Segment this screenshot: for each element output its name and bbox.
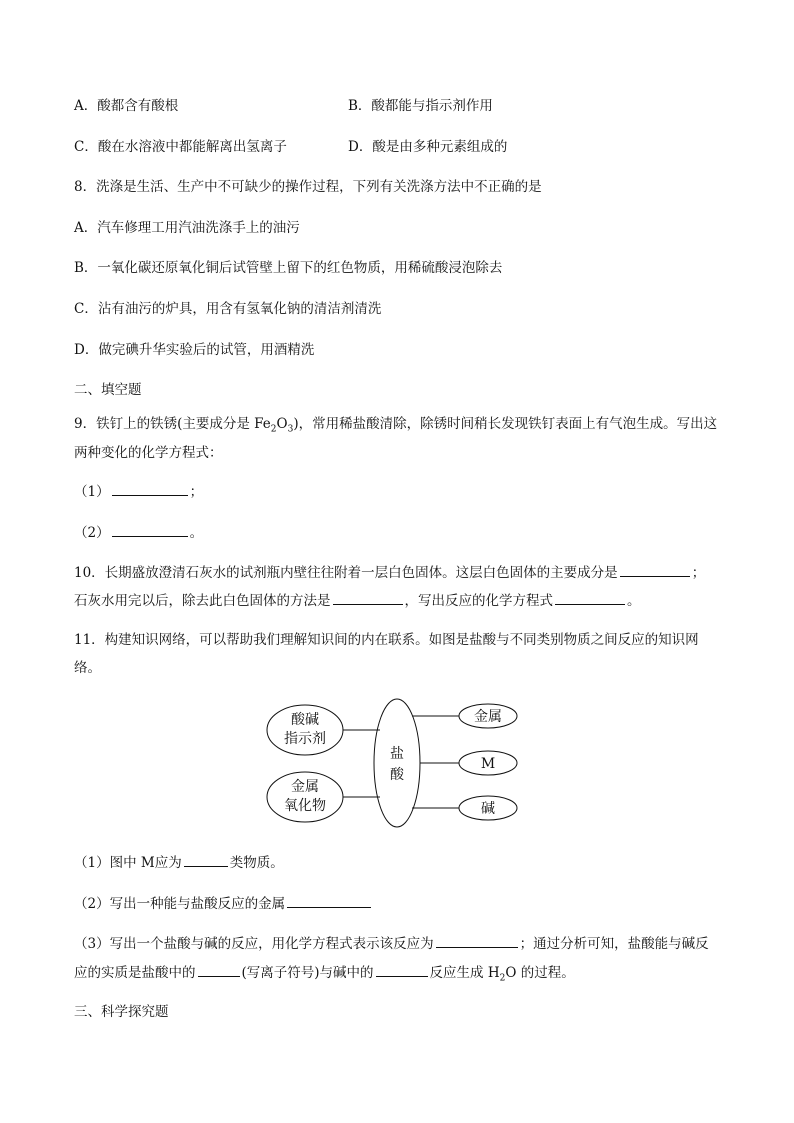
- metal-node: [459, 704, 517, 728]
- answer-blank[interactable]: [184, 852, 228, 867]
- q8-option-a: A．汽车修理工用汽油洗涤手上的油污: [74, 220, 300, 236]
- answer-blank[interactable]: [333, 590, 403, 605]
- section-fill-in-title: 二、填空题: [74, 382, 142, 398]
- q7-option-c: C．酸在水溶液中都能解离出氢离子: [74, 139, 287, 155]
- q11-sub1: [74, 852, 284, 873]
- indicator-node: [267, 705, 343, 755]
- subscript: 3: [287, 424, 294, 435]
- m-label: M: [480, 756, 496, 772]
- q10-text: ，写出反应的化学方程式: [404, 593, 553, 609]
- q11-stem-line2: 络。: [74, 660, 101, 676]
- subscript: 2: [499, 973, 506, 984]
- q9-part1-label: （1）: [74, 484, 110, 500]
- answer-blank[interactable]: [198, 962, 240, 977]
- indicator-label-1: 酸碱: [291, 712, 319, 728]
- metal-oxide-label-1: 金属: [291, 779, 319, 795]
- answer-blank[interactable]: [112, 522, 188, 537]
- q11-stem-line1: 11．构建知识网络，可以帮助我们理解知识间的内在联系。如图是盐酸与不同类别物质之间反应的知识网: [74, 632, 699, 648]
- metal-label: 金属: [474, 709, 502, 725]
- answer-blank[interactable]: [112, 481, 188, 496]
- q11-text: 应的实质是盐酸中的: [74, 965, 196, 981]
- q7-option-a: A．酸都含有酸根: [74, 98, 179, 114]
- q11-text: （1）图中 M应为: [74, 855, 182, 871]
- punct: ；: [189, 484, 204, 500]
- q9-part2: [74, 522, 203, 543]
- punct: 。: [627, 593, 641, 609]
- q11-text: O 的过程。: [505, 965, 575, 981]
- q10-line2: [74, 590, 641, 611]
- q8-option-c: C．沾有油污的炉具，用含有氢氧化钠的清洁剂清洗: [74, 301, 382, 317]
- metal-oxide-label-2: 氧化物: [284, 798, 326, 814]
- q10-line1: [74, 562, 705, 583]
- q11-text: 反应生成 H: [429, 965, 500, 981]
- q8-option-b: B．一氧化碳还原氧化铜后试管壁上留下的红色物质，用稀硫酸浸泡除去: [74, 260, 503, 276]
- answer-blank[interactable]: [436, 933, 518, 948]
- answer-blank[interactable]: [287, 893, 371, 908]
- q11-text: （3）写出一个盐酸与碱的反应，用化学方程式表示该反应为: [74, 936, 434, 952]
- base-node: [459, 796, 517, 820]
- answer-blank[interactable]: [620, 562, 690, 577]
- q7-option-d: D．酸是由多种元素组成的: [348, 139, 508, 155]
- q11-text: （2）写出一种能与盐酸反应的金属: [74, 896, 286, 912]
- acid-label-1: 盐: [390, 746, 404, 762]
- q11-sub2: [74, 893, 373, 914]
- q11-text: (写离子符号)与碱中的: [241, 965, 374, 981]
- q11-text: 类物质。: [229, 855, 284, 871]
- subscript: 2: [270, 424, 277, 435]
- q11-text: ；通过分析可知，盐酸能与碱反: [519, 936, 709, 952]
- q9-part1: [74, 481, 203, 502]
- metal-oxide-node: [267, 772, 343, 822]
- answer-blank[interactable]: [555, 590, 625, 605]
- acid-label-2: 酸: [390, 767, 404, 783]
- q9-stem-line1: [74, 414, 717, 434]
- section-inquiry-title: 三、科学探究题: [74, 1004, 169, 1020]
- base-label: 碱: [481, 801, 495, 817]
- q8-stem: 8．洗涤是生活、生产中不可缺少的操作过程，下列有关洗涤方法中不正确的是: [74, 179, 542, 195]
- punct: 。: [189, 525, 204, 541]
- q9-stem-part: O: [276, 416, 288, 432]
- q9-stem-part: )，常用稀盐酸清除，除锈时间稍长发现铁钉表面上有气泡生成。写出这: [293, 416, 718, 432]
- q11-sub3: [74, 933, 709, 954]
- m-node: [459, 751, 517, 775]
- punct: ；: [691, 565, 706, 581]
- q9-stem-part: 9．铁钉上的铁锈(主要成分是 Fe: [74, 416, 271, 432]
- hydrochloric-acid-node: [374, 699, 420, 827]
- q9-stem-line2: 两种变化的化学方程式：: [74, 445, 223, 461]
- indicator-label-2: 指示剂: [284, 731, 326, 747]
- q8-option-d: D．做完碘升华实验后的试管，用酒精洗: [74, 342, 315, 358]
- q7-option-b: B．酸都能与指示剂作用: [348, 98, 493, 114]
- q10-text: 石灰水用完以后，除去此白色固体的方法是: [74, 593, 331, 609]
- q9-part2-label: （2）: [74, 525, 110, 541]
- q11-sub3-cont: [74, 962, 575, 983]
- answer-blank[interactable]: [376, 962, 428, 977]
- q10-text: 10．长期盛放澄清石灰水的试剂瓶内壁往往附着一层白色固体。这层白色固体的主要成分是: [74, 565, 618, 581]
